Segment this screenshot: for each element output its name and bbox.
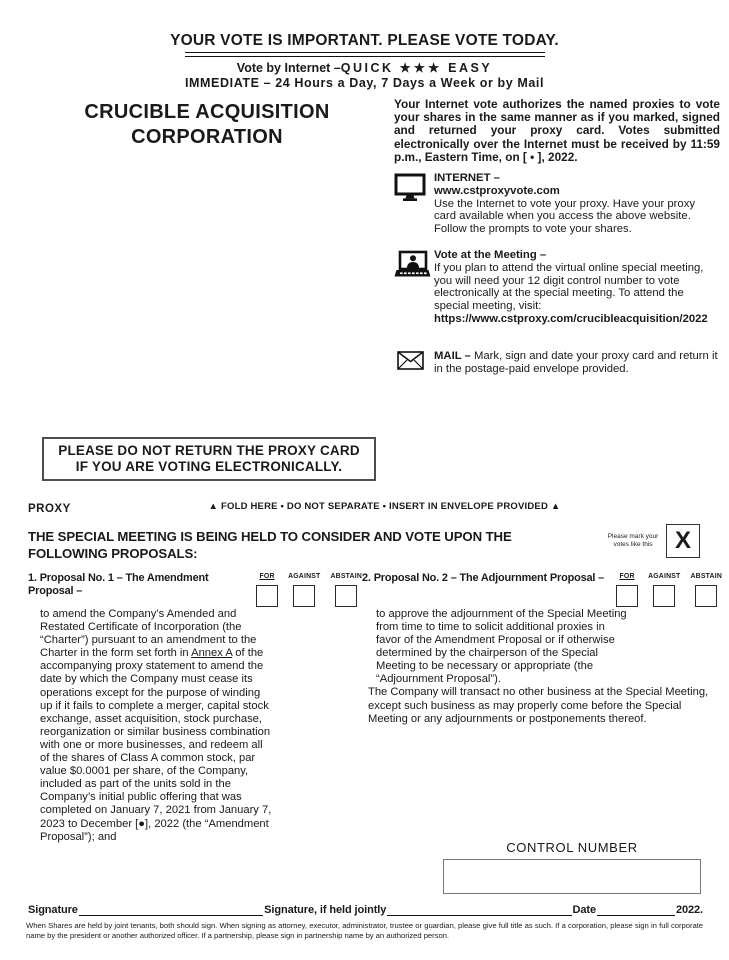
abstain-label: ABSTAIN — [330, 573, 362, 580]
proposal-2-head — [362, 572, 722, 607]
fold-row — [28, 501, 701, 515]
proposal-1-for-option — [256, 573, 278, 607]
date-field[interactable] — [597, 903, 675, 916]
control-number-field[interactable] — [443, 859, 701, 894]
fold-here-instruction: ▲ FOLD HERE • DO NOT SEPARATE • INSERT IN ENVELOPE PROVIDED ▲ — [208, 501, 561, 512]
date-label: Date — [572, 904, 596, 916]
internet-method-text — [434, 172, 720, 236]
proposal-2-abstain-option — [690, 573, 722, 607]
meeting-method — [394, 249, 720, 326]
proposal-2-for-option — [616, 573, 638, 607]
stars-icon: ★★★ — [399, 60, 443, 75]
header — [0, 32, 729, 90]
mark-x-symbol: X — [674, 527, 691, 554]
joint-signature-field[interactable] — [387, 903, 571, 916]
internet-vote-authorization-paragraph: Your Internet vote authorizes the named proxies to vote your shares in the same manner as if you marked, signed and returned your proxy card. Votes submitted electronically over the Internet must be received by 11:59 p.m., Eastern Time, on [ • ], 2022. — [394, 97, 720, 164]
mail-method — [394, 350, 720, 376]
meeting-method-body: If you plan to attend the virtual online special meeting, you will need your 12 digit control number to vote electronically at the special meeting. To attend the special meeting, visit: — [434, 261, 704, 313]
header-double-rule — [185, 52, 545, 57]
header-immediate-line: IMMEDIATE – 24 Hours a Day, 7 Days a Week or by Mail — [184, 75, 545, 90]
proposal-1-body-post: of the accompanying proxy statement to amend the date by which the Company must cease its operations except for the purpose of winding up if it fails to complete a merger, capital stock exchange, asset acquisition, stock purchase, reorganization or similar business combination with one or more businesses, and redeem all of the shares of Class A common stock, par value $0.0001 per share, of the Company, included as part of the units sold in the Company’s initial public offering that was completed on January 7, 2021 from January 7, 2023 to December [●], 2022 (the “Amendment Proposal”); and — [40, 647, 272, 843]
year-text: 2022. — [675, 904, 704, 916]
proposal-2-number: 2. — [362, 572, 371, 584]
header-vote-by-internet — [0, 60, 729, 75]
proposal-1-body — [40, 608, 272, 844]
proposal-2-against-checkbox[interactable] — [653, 585, 675, 607]
company-name-line1: CRUCIBLE ACQUISITION — [84, 101, 330, 123]
mark-example-box — [666, 524, 700, 558]
meeting-method-text — [434, 249, 720, 326]
signature-field[interactable] — [79, 903, 263, 916]
notice-line1: PLEASE DO NOT RETURN THE PROXY CARD — [58, 442, 360, 458]
proposal-2-abstain-checkbox[interactable] — [695, 585, 717, 607]
proposal-2-title — [362, 572, 616, 607]
company-name-line2: CORPORATION — [131, 126, 283, 148]
control-number-label: CONTROL NUMBER — [506, 840, 638, 855]
signature-row — [28, 903, 703, 916]
internet-method-url[interactable]: www.cstproxyvote.com — [434, 184, 560, 197]
signing-instructions-fine-print: When Shares are held by joint tenants, both should sign. When signing as attorney, executor, administrator, trustee or guardian, please give full title as such. If a corporation, please sign in full corporate name by the president or another authorized officer. If a partnership, please sign in partnership name by an authorized person. — [26, 921, 703, 940]
proposal-1-against-option — [288, 573, 320, 607]
meeting-method-title: Vote at the Meeting – — [434, 249, 547, 261]
easy-text: EASY — [448, 60, 493, 75]
against-label: AGAINST — [648, 573, 681, 580]
proposal-1-body-pre: to amend the Company’s Amended and Restated Certificate of Incorporation (the “Charter”) pursuant to an amendment to the Charter in the form set forth in — [40, 608, 257, 660]
proposal-2 — [362, 572, 722, 687]
mail-method-body: Mark, sign and date your proxy card and return it in the postage-paid envelope provided. — [434, 349, 718, 375]
monitor-icon — [394, 172, 434, 207]
proposal-1-abstain-option — [330, 573, 362, 607]
control-number-section — [443, 840, 701, 894]
internet-method — [394, 172, 720, 236]
proposal-1-for-checkbox[interactable] — [256, 585, 278, 607]
voting-instructions-column — [394, 98, 720, 375]
do-not-return-notice-box — [42, 437, 376, 481]
proposal-1-checkgroup — [256, 572, 362, 607]
signature-label: Signature — [28, 904, 78, 916]
proposal-1-title — [28, 572, 256, 607]
against-label: AGAINST — [288, 573, 321, 580]
vote-by-internet-text: Vote by Internet – — [236, 60, 341, 75]
meeting-method-link[interactable]: https://www.cstproxy.com/crucibleacquisition/2022 — [434, 312, 708, 325]
special-meeting-heading-line2: FOLLOWING PROPOSALS: — [28, 545, 198, 561]
mail-method-title: MAIL – — [434, 349, 471, 362]
proposal-1-number: 1. — [28, 572, 37, 584]
for-label: FOR — [619, 573, 635, 580]
proposal-2-against-option — [648, 573, 680, 607]
proposal-1-against-checkbox[interactable] — [293, 585, 315, 607]
proxy-label: PROXY — [28, 503, 71, 515]
proposal-2-title-text: Proposal No. 2 – The Adjournment Proposal – — [373, 572, 605, 584]
internet-method-body: Use the Internet to vote your proxy. Have your proxy card available when you access the above website. Follow the prompts to vote your shares. — [434, 197, 695, 236]
proposal-2-body: to approve the adjournment of the Special Meeting from time to time to solicit additional proxies in favor of the Amendment Proposal or if otherwise determined by the chairperson of the Special Meeting to be necessary or appropriate (the “Adjournment Proposal”). — [376, 608, 627, 686]
mark-votes-area — [606, 524, 700, 558]
proposal-1-abstain-checkbox[interactable] — [335, 585, 357, 607]
other-business-paragraph: The Company will transact no other business at the Special Meeting, except such business as may properly come before the Special Meeting or any adjournments or postponements thereof. — [368, 686, 709, 726]
mail-method-text — [434, 350, 720, 376]
proposal-1-annex-link: Annex A — [191, 647, 233, 660]
company-name — [58, 100, 356, 150]
mark-votes-instruction: Please mark your votes like this — [607, 533, 659, 548]
notice-line2: IF YOU ARE VOTING ELECTRONICALLY. — [75, 459, 343, 474]
special-meeting-heading-line1: THE SPECIAL MEETING IS BEING HELD TO CONSIDER AND VOTE UPON THE — [28, 529, 512, 544]
joint-signature-label: Signature, if held jointly — [264, 904, 387, 916]
proposal-1-head — [28, 572, 362, 607]
proposal-1 — [28, 572, 362, 844]
proposal-1-title-text: Proposal No. 1 – The Amendment Proposal – — [28, 572, 209, 597]
proposal-2-for-checkbox[interactable] — [616, 585, 638, 607]
special-meeting-heading — [28, 529, 594, 562]
envelope-icon — [394, 350, 434, 375]
quick-text: QUICK — [340, 60, 394, 75]
abstain-label: ABSTAIN — [690, 573, 722, 580]
virtual-meeting-icon — [394, 249, 434, 285]
internet-method-title: INTERNET – — [434, 172, 500, 185]
for-label: FOR — [259, 573, 275, 580]
header-title: YOUR VOTE IS IMPORTANT. PLEASE VOTE TODAY. — [170, 32, 559, 49]
proposal-2-checkgroup — [616, 572, 722, 607]
